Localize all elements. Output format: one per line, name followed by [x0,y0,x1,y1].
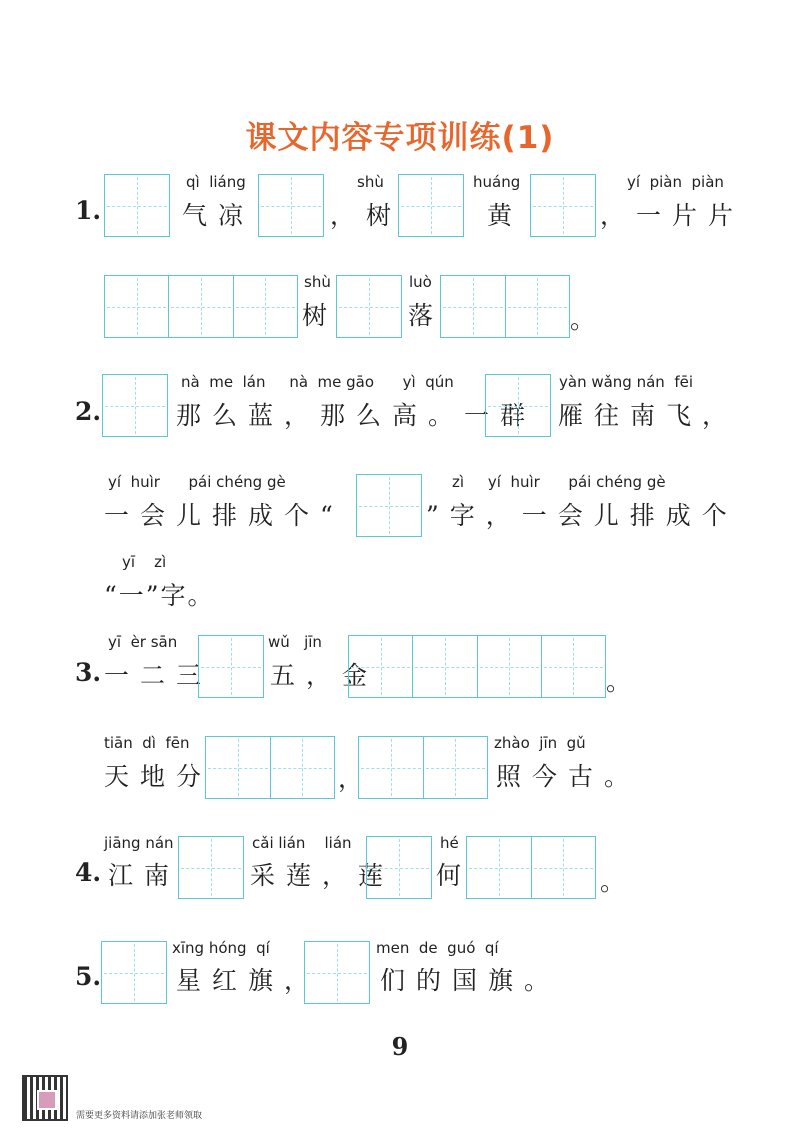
pinyin-line-3d: zhào jīn gǔ [494,734,586,752]
answer-box-2c[interactable] [356,474,422,537]
text-yipianpian: ，一片片 [600,201,745,230]
text-line-4b: 采莲，莲 [250,861,395,890]
pinyin-line-5b: men de guó qí [376,939,499,957]
text-period-1: 。 [570,305,607,334]
text-line-3d: 照今古。 [496,762,641,791]
answer-box-1f[interactable] [336,275,402,338]
text-line-4c: 何 [436,861,473,890]
answer-box-1g[interactable] [440,275,570,338]
pinyin-shu-2: shù [304,273,331,291]
answer-box-4b[interactable] [366,836,432,899]
text-line-3a: 一二三 [104,661,213,690]
text-comma-3: ， [338,764,375,793]
text-huang: 黄 [487,201,524,230]
answer-box-1c[interactable] [398,174,464,237]
text-period-3: 。 [606,667,643,696]
qr-code-icon [22,1075,68,1121]
answer-box-2b[interactable] [485,374,551,437]
answer-box-4c[interactable] [466,836,596,899]
pinyin-line-4a: jiāng nán [104,834,174,852]
pinyin-line-2e: yī zì [122,553,167,571]
pinyin-line-2d: zì yí huìr pái chéng gè [452,473,666,491]
text-line-5b: 们的国旗。 [380,966,561,995]
text-line-2c: 一会儿排成个“ [104,501,344,530]
text-line-2b: 雁往南飞， [558,401,739,430]
text-line-2e: “一”字。 [104,581,215,610]
pinyin-line-2a: nà me lán nà me gāo yì qún [181,373,454,391]
answer-box-1d[interactable] [530,174,596,237]
text-shu: ，树 [330,201,403,230]
pinyin-line-4c: hé [440,834,459,852]
pinyin-line-2c: yí huìr pái chéng gè [108,473,286,491]
text-line-2a: 那么蓝，那么高。一群 [176,401,537,430]
answer-box-3d[interactable] [358,736,488,799]
pinyin-huang: huáng [473,173,521,191]
answer-box-1a[interactable] [104,174,170,237]
answer-box-3c[interactable] [205,736,335,799]
text-shu-2: 树 [302,301,339,330]
answer-box-5a[interactable] [101,941,167,1004]
pinyin-line-4b: cǎi lián lián [252,834,352,852]
footer-note: 需要更多资料请添加张老师领取 [76,1111,203,1121]
text-line-3b: 五，金 [270,661,379,690]
pinyin-line-3a: yī èr sān [108,633,178,651]
pinyin-luo: luò [409,273,432,291]
text-luo: 落 [408,301,445,330]
question-number-3: 3. [75,658,102,687]
answer-box-3b[interactable] [348,635,606,698]
pinyin-line-3b: wǔ jīn [268,633,322,651]
question-number-5: 5. [75,962,102,991]
text-line-5a: 星红旗， [176,966,321,995]
text-qiliang: 气凉 [182,201,255,230]
pinyin-yipianpian: yí piàn piàn [627,173,724,191]
pinyin-line-5a: xīng hóng qí [172,939,270,957]
answer-box-1e[interactable] [104,275,298,338]
answer-box-5b[interactable] [304,941,370,1004]
pinyin-shu: shù [357,173,384,191]
text-line-3c: 天地分 [104,762,213,791]
text-period-4: 。 [600,867,637,896]
page-title: 课文内容专项训练(1) [245,120,555,156]
text-line-2d: ”字，一会儿排成个 [426,501,738,530]
answer-box-2a[interactable] [102,374,168,437]
question-number-2: 2. [75,397,102,426]
page-number: 9 [391,1032,409,1061]
question-number-4: 4. [75,858,102,887]
answer-box-4a[interactable] [178,836,244,899]
question-number-1: 1. [75,196,102,225]
answer-box-1b[interactable] [258,174,324,237]
pinyin-line-3c: tiān dì fēn [104,734,190,752]
pinyin-qiliang: qì liáng [186,173,246,191]
pinyin-line-2b: yàn wǎng nán fēi [559,373,694,391]
answer-box-3a[interactable] [198,635,264,698]
text-line-4a: 江南 [108,861,181,890]
